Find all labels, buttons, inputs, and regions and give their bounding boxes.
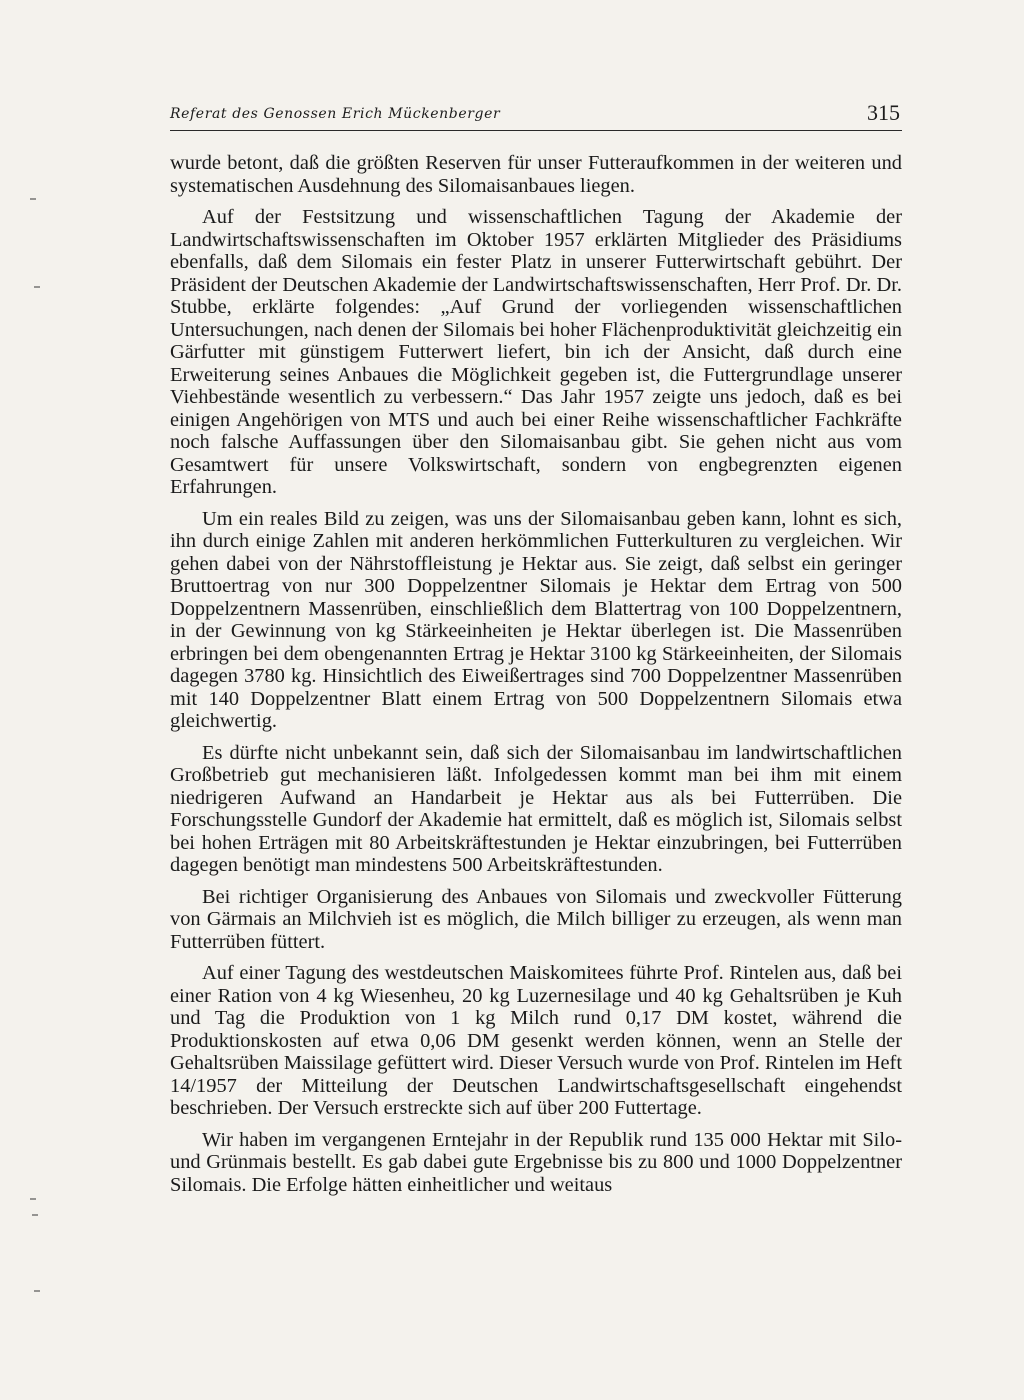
paragraph-1: wurde betont, daß die größten Reserven für unser Futteraufkommen in der weiteren und systematischen Ausdehnung des Silomaisanbaues liegen. xyxy=(170,152,902,197)
scan-speck xyxy=(34,286,40,288)
scan-speck xyxy=(30,1198,36,1200)
paragraph-2: Auf der Festsitzung und wissenschaftlichen Tagung der Akademie der Landwirtschaftswissenschaften im Oktober 1957 erklärten Mitglieder des Präsidiums ebenfalls, daß dem Silomais ein fester Platz in unserer Futterwirtschaft gebührt. Der Präsident der Deutschen Akademie der Landwirtschaftswissenschaften, Herr Prof. Dr. Dr. Stubbe, erklärte folgendes: „Auf Grund der vorliegenden wissenschaftlichen Untersuchungen, nach denen der Silomais bei hoher Flächenproduktivität gleichzeitig ein Gärfutter mit günstigem Futterwert liefert, bin ich der Ansicht, daß durch eine Erweiterung seines Anbaues die Möglichkeit gegeben ist, die Futtergrundlage unserer Viehbestände wesentlich zu verbessern.“ Das Jahr 1957 zeigte uns jedoch, daß es bei einigen Angehörigen von MTS und auch bei einer Reihe wissenschaftlicher Fachkräfte noch falsche Auffassungen über den Silomaisanbau gibt. Sie gehen nicht aus vom Gesamtwert für unsere Volkswirtschaft, sondern von engbegrenzten eigenen Erfahrungen. xyxy=(170,206,902,498)
paragraph-7: Wir haben im vergangenen Erntejahr in der Republik rund 135 000 Hektar mit Silo- und Grünmais bestellt. Es gab dabei gute Ergebnisse bis zu 800 und 1000 Doppelzentner Silomais. Die Erfolge hätten einheitlicher und weitaus xyxy=(170,1128,902,1196)
paragraph-3: Um ein reales Bild zu zeigen, was uns der Silomaisanbau geben kann, lohnt es sich, ihn durch einige Zahlen mit anderen herkömmlichen Futterkulturen zu vergleichen. Wir gehen dabei von der Nährstoffleistung je Hektar aus. Sie zeigt, daß selbst ein geringer Bruttoertrag von nur 300 Doppelzentner Silomais je Hektar dem Ertrag von 500 Doppelzentnern Massenrüben, einschließlich dem Blattertrag von 100 Doppelzentnern, in der Gewinnung von kg Stärkeeinheiten je Hektar überlegen ist. Die Massenrüben erbringen bei dem obengenannten Ertrag je Hektar 3100 kg Stärkeeinheiten, der Silomais dagegen 3780 kg. Hinsichtlich des Eiweißertrages sind 700 Doppelzentner Massenrüben mit 140 Doppelzentner Blatt einem Ertrag von 500 Doppelzentnern Silomais etwa gleichwertig. xyxy=(170,507,902,732)
paragraph-6: Auf einer Tagung des westdeutschen Maiskomitees führte Prof. Rintelen aus, daß bei einer Ration von 4 kg Wiesenheu, 20 kg Luzernesilage und 40 kg Gehaltsrüben je Kuh und Tag die Produktion von 1 kg Milch rund 0,17 DM kostet, während die Produktionskosten auf etwa 0,06 DM gesenkt werden können, wenn an Stelle der Gehaltsrüben Maissilage gefüttert wird. Dieser Versuch wurde von Prof. Rintelen im Heft 14/1957 der Mitteilung der Deutschen Landwirtschaftsgesellschaft eingehendst beschrieben. Der Versuch erstreckte sich auf über 200 Futtertage. xyxy=(170,962,902,1119)
scan-speck xyxy=(32,1214,38,1216)
paragraph-5: Bei richtiger Organisierung des Anbaues von Silomais und zweckvoller Fütterung von Gärmais an Milchvieh ist es möglich, die Milch billiger zu erzeugen, als wenn man Futterrüben füttert. xyxy=(170,885,902,953)
page-number: 315 xyxy=(867,100,900,125)
paragraph-4: Es dürfte nicht unbekannt sein, daß sich der Silomaisanbau im landwirtschaftlichen Großbetrieb gut mechanisieren läßt. Infolgedessen kommt man bei ihm mit einem niedrigeren Aufwand an Handarbeit je Hektar aus als bei Futterrüben. Die Forschungsstelle Gundorf der Akademie hat ermittelt, daß es möglich ist, Silomais selbst bei hohen Erträgen mit 80 Arbeitskräftestunden je Hektar einzubringen, bei Futterrüben dagegen benötigt man mindestens 500 Arbeitskräftestunden. xyxy=(170,741,902,876)
scan-speck xyxy=(30,198,36,200)
page-header xyxy=(170,100,902,131)
running-head: Referat des Genossen Erich Mückenberger xyxy=(170,106,501,122)
scan-speck xyxy=(34,1290,40,1292)
body-text xyxy=(170,152,902,1196)
